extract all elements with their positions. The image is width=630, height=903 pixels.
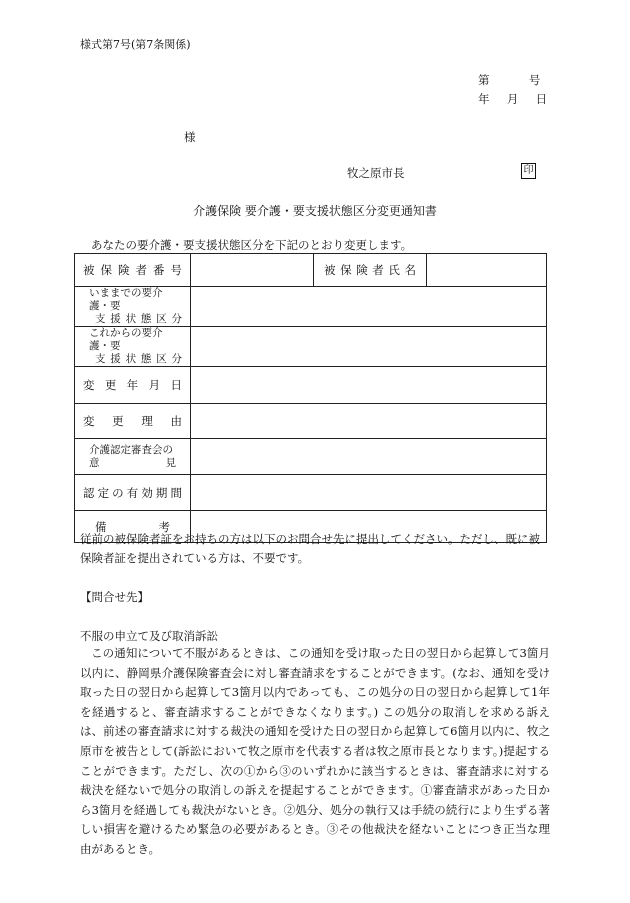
prev-status-label-line1: いままでの要介護・要 <box>89 287 163 312</box>
insured-number-label: 被保険者番号 <box>75 254 191 287</box>
intro-text: あなたの要介護・要支援状態区分を下記のとおり変更します。 <box>91 238 413 252</box>
document-date <box>478 91 548 107</box>
prev-status-label-line2: 支援状態区分 <box>95 313 182 325</box>
change-reason-label: 変更理由 <box>75 404 191 439</box>
issuer-name: 牧之原市長 <box>347 166 405 180</box>
document-number <box>478 72 541 88</box>
appeal-body <box>80 644 550 860</box>
validity-label: 認定の有効期間 <box>75 475 191 511</box>
new-status-label-line2: 支援状態区分 <box>95 353 182 365</box>
remarks-char-b: 考 <box>158 519 170 534</box>
seal-mark: 印 <box>521 163 536 179</box>
insured-name-value <box>427 254 547 287</box>
new-status-label <box>75 327 191 367</box>
number-prefix: 第 <box>478 73 490 87</box>
number-suffix: 号 <box>528 73 541 87</box>
table-row <box>75 404 547 439</box>
contact-heading: 【問合せ先】 <box>80 590 149 604</box>
table-row <box>75 367 547 404</box>
table-row <box>75 327 547 367</box>
date-month: 月 <box>506 92 519 106</box>
appeal-heading: 不服の申立て及び取消訴訟 <box>80 629 218 643</box>
form-number: 様式第7号(第7条関係) <box>80 38 191 51</box>
review-opinion-value <box>191 439 547 475</box>
new-status-label-line1: これからの要介護・要 <box>89 327 163 352</box>
table-row <box>75 287 547 327</box>
review-opinion-line1: 介護認定審査会の <box>89 443 173 456</box>
review-opinion-char-b: 見 <box>165 456 176 469</box>
review-opinion-label <box>75 439 191 475</box>
change-reason-value <box>191 404 547 439</box>
remarks-char-a: 備 <box>95 519 107 534</box>
new-status-value <box>191 327 547 367</box>
notice-table <box>74 253 547 543</box>
appeal-body-text: この通知について不服があるときは、この通知を受け取った日の翌日から起算して3箇月以内に、静岡県介護保険審査会に対し審査請求をすることができます。(なお、通知を受け取った日の翌日から起算して3箇月以内であっても、この処分の日の翌日から起算して1年を経過すると、審査請求することができなくなります。) この処分の取消しを求める訴えは、前述の審査請求に対する裁決の通知を受けた日の翌日から起算して6箇月以内に、牧之原市を被告として(訴訟において牧之原市を代表する者は牧之原市長となります。)提起することができます。ただし、次の①から③のいずれかに該当するときは、審査請求に対する裁決を経ないで処分の取消しの訴えを提起することができます。①審査請求があった日から3箇月を経過しても裁決がないとき。②処分、処分の執行又は手続の続行により生ずる著しい損害を避けるため緊急の必要があるとき。③その他裁決を経ないことにつき正当な理由があるとき。 <box>80 646 550 856</box>
date-day: 日 <box>535 92 548 106</box>
document-title: 介護保険 要介護・要支援状態区分変更通知書 <box>193 204 437 218</box>
prev-status-value <box>191 287 547 327</box>
validity-value <box>191 475 547 511</box>
insured-name-label: 被保険者氏名 <box>314 254 427 287</box>
change-date-value <box>191 367 547 404</box>
table-row <box>75 254 547 287</box>
date-year: 年 <box>478 92 490 106</box>
change-date-label: 変更年月日 <box>75 367 191 404</box>
table-row <box>75 439 547 475</box>
review-opinion-line2 <box>83 457 182 470</box>
table-row <box>75 475 547 511</box>
review-opinion-char-a: 意 <box>89 456 100 469</box>
addressee-suffix: 様 <box>184 130 196 144</box>
prev-status-label <box>75 287 191 327</box>
submission-notice: 従前の被保険者証をお持ちの方は以下のお問合せ先に提出してください。ただし、既に被保険者証を提出されている方は、不要です。 <box>80 532 540 565</box>
insured-number-value <box>191 254 314 287</box>
